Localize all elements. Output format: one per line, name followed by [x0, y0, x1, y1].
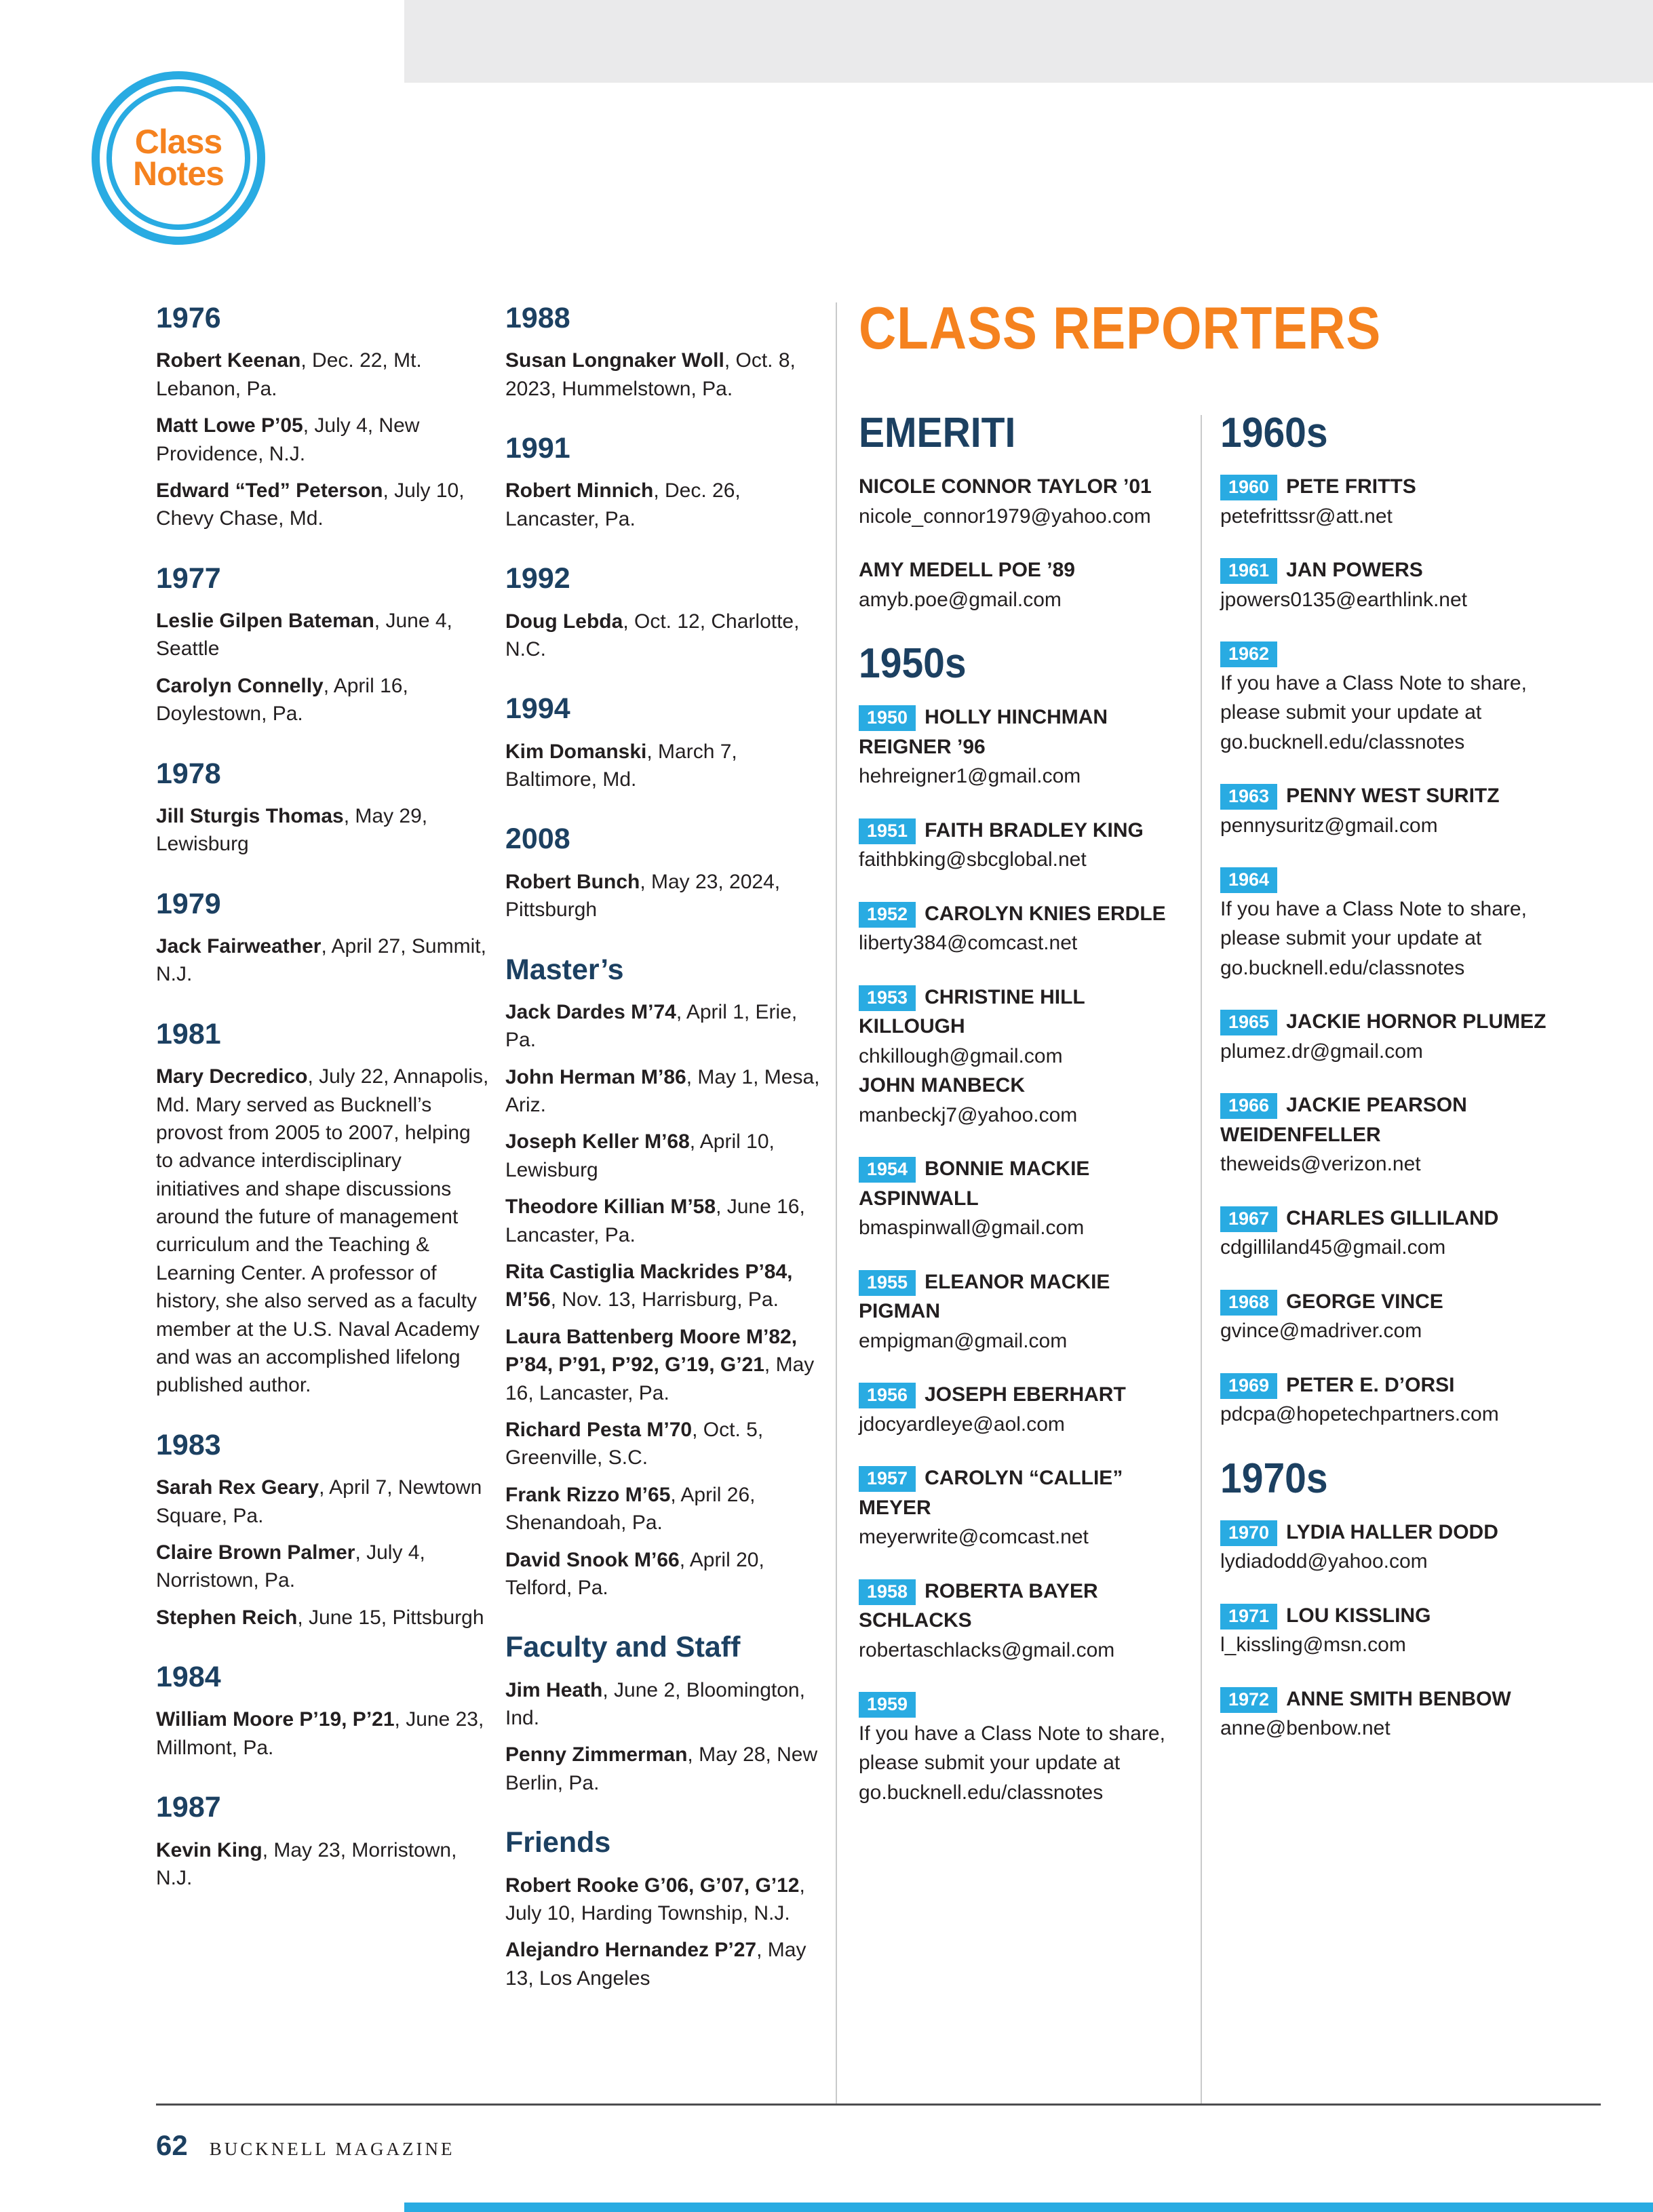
reporter-email: lydiadodd@yahoo.com: [1220, 1550, 1428, 1573]
obituaries-column-right: [505, 298, 830, 2001]
obituary-entry: [156, 607, 490, 663]
reporter-email: pdcpa@hopetechpartners.com: [1220, 1403, 1499, 1425]
class-year-heading: Faculty and Staff: [505, 1631, 741, 1664]
reporters-column-left: [859, 412, 1181, 1832]
obituary-entry: [505, 998, 830, 1054]
entry-details: , Oct. 12, Charlotte, N.C.: [505, 610, 800, 660]
reporter-name: CAROLYN KNIES ERDLE: [925, 902, 1166, 925]
reporter-entry: [1220, 1007, 1580, 1066]
class-year-badge: 1954: [859, 1157, 916, 1183]
person-name: Joseph Keller M’68: [505, 1130, 690, 1153]
class-reporters-section: [859, 294, 1588, 1804]
additional-reporters: [859, 1071, 1181, 1130]
reporter-entry: [1220, 1518, 1580, 1577]
reporter-entry: [1220, 639, 1580, 757]
obituary-entry: [156, 347, 490, 403]
obituary-entry: [505, 738, 830, 794]
reporter-group: [1220, 1455, 1580, 1743]
reporter-entry: [859, 816, 1181, 875]
reporter-heading-line: [1220, 781, 1580, 811]
class-year-heading: Master’s: [505, 953, 624, 986]
class-year-heading: 1992: [505, 562, 570, 595]
obituary-entry: [156, 802, 490, 858]
reporter-email: jdocyardleye@aol.com: [859, 1413, 1065, 1436]
reporter-heading-line: [859, 1689, 1181, 1719]
reporter-email: chkillough@gmail.com: [859, 1044, 1063, 1067]
reporter-entry: [859, 1577, 1181, 1665]
class-year-section: [156, 1425, 490, 1632]
class-reporters-title: CLASS REPORTERS: [859, 294, 1382, 361]
person-name: David Snook M’66: [505, 1548, 680, 1571]
reporter-email: amyb.poe@gmail.com: [859, 588, 1062, 611]
entry-details: , May 16, Lancaster, Pa.: [505, 1354, 815, 1404]
obituary-entry: [156, 1604, 490, 1632]
entry-details: , Oct. 5, Greenville, S.C.: [505, 1418, 764, 1469]
obituary-entry: [505, 1546, 830, 1602]
person-name: Matt Lowe P’05: [156, 414, 303, 437]
obituary-entry: [505, 347, 830, 403]
reporter-name: ROBERTA BAYER SCHLACKS: [859, 1579, 1098, 1632]
class-year-badge: 1972: [1220, 1687, 1277, 1713]
reporter-heading-line: [859, 1267, 1181, 1326]
page-footer: [156, 2129, 454, 2162]
vertical-divider-reporters: [1201, 415, 1202, 2104]
class-year-section: [156, 884, 490, 989]
entry-details: , June 2, Bloomington, Ind.: [505, 1678, 805, 1730]
class-year-badge: 1967: [1220, 1206, 1277, 1232]
reporter-email: cdgilliland45@gmail.com: [1220, 1236, 1446, 1259]
reporter-name: GEORGE VINCE: [1286, 1290, 1443, 1313]
entry-details: , Oct. 8, 2023, Hummelstown, Pa.: [505, 349, 796, 400]
reporter-heading-line: [859, 983, 1181, 1042]
entry-details: , April 26, Shenandoah, Pa.: [505, 1483, 756, 1535]
entry-list: [156, 347, 490, 532]
entry-details: , July 10, Chevy Chase, Md.: [156, 479, 465, 530]
logo-word-notes: Notes: [133, 155, 224, 193]
entry-details: , April 20, Telford, Pa.: [505, 1548, 764, 1599]
reporter-heading-line: [1220, 1601, 1580, 1631]
class-year-heading: 1984: [156, 1661, 221, 1694]
reporter-entry: [859, 472, 1181, 531]
person-name: Kim Domanski: [505, 740, 647, 763]
class-year-heading: 1977: [156, 561, 221, 595]
obituary-entry: [505, 608, 830, 664]
reporter-entry: [1220, 1287, 1580, 1346]
reporter-email: meyerwrite@comcast.net: [859, 1526, 1089, 1548]
entry-list: [156, 932, 490, 989]
reporter-heading-line: [1220, 1204, 1580, 1233]
reporter-name: NICOLE CONNOR TAYLOR ’01: [859, 475, 1152, 498]
class-year-heading: 1978: [156, 757, 221, 790]
entry-details: , July 4, Norristown, Pa.: [156, 1541, 425, 1592]
obituary-entry: [505, 1258, 830, 1314]
obituary-entry: [156, 412, 490, 468]
obituary-entry: [505, 477, 830, 533]
person-name: Edward “Ted” Peterson: [156, 479, 383, 502]
reporter-heading-line: [859, 555, 1181, 585]
reporter-email: plumez.dr@gmail.com: [1220, 1040, 1423, 1063]
reporter-name: AMY MEDELL POE ’89: [859, 559, 1075, 581]
class-year-badge: 1959: [859, 1692, 916, 1718]
class-year-badge: 1970: [1220, 1520, 1277, 1546]
person-name: Jack Dardes M’74: [505, 1000, 676, 1023]
reporter-entry-list: [859, 472, 1181, 614]
reporter-group-heading: EMERITI: [859, 410, 1016, 456]
class-year-section: [156, 1788, 490, 1892]
person-name: Rita Castiglia Mackrides P’84, M’56: [505, 1261, 793, 1311]
reporter-name: ELEANOR MACKIE PIGMAN: [859, 1270, 1110, 1322]
class-year-heading: Friends: [505, 1826, 611, 1859]
person-name: Leslie Gilpen Bateman: [156, 610, 374, 632]
class-note-submission-note: If you have a Class Note to share, please submit your update at go.bucknell.edu/classnotes: [1220, 897, 1527, 979]
class-year-badge: 1963: [1220, 784, 1277, 810]
reporter-entry: [1220, 1601, 1580, 1660]
person-name: Robert Rooke G’06, G’07, G’12: [505, 1874, 800, 1897]
obituary-entry: [156, 672, 490, 728]
reporter-email: theweids@verizon.net: [1220, 1153, 1421, 1175]
person-name: Richard Pesta M’70: [505, 1418, 693, 1441]
class-year-section: [156, 754, 490, 858]
person-name: Susan Longnaker Woll: [505, 349, 724, 372]
entry-list: [505, 1872, 830, 1993]
obituary-entry: [156, 1705, 490, 1762]
entry-details: , June 16, Lancaster, Pa.: [505, 1196, 805, 1246]
reporter-email: robertaschlacks@gmail.com: [859, 1638, 1115, 1661]
reporter-entry: [859, 555, 1181, 614]
class-year-heading: 1987: [156, 1791, 221, 1824]
reporter-heading-line: [1220, 472, 1580, 502]
person-name: Carolyn Connelly: [156, 674, 324, 697]
class-year-heading: 1994: [505, 692, 570, 726]
reporter-entry: [1220, 1370, 1580, 1429]
reporter-entry: [859, 899, 1181, 958]
reporter-entry-list: [859, 703, 1181, 1807]
person-name: Jill Sturgis Thomas: [156, 804, 344, 827]
entry-list: [156, 1474, 490, 1632]
person-name: Frank Rizzo M’65: [505, 1483, 671, 1506]
person-name: Robert Keenan: [156, 349, 301, 372]
class-year-section: [156, 298, 490, 533]
class-year-badge: 1952: [859, 902, 916, 928]
class-year-section: [505, 429, 830, 533]
reporter-heading-line: [859, 1154, 1181, 1213]
reporter-name: LYDIA HALLER DODD: [1286, 1520, 1498, 1543]
person-name: Stephen Reich: [156, 1606, 298, 1629]
reporter-heading-line: [1220, 1684, 1580, 1714]
person-name: William Moore P’19, P’21: [156, 1708, 395, 1731]
reporter-group-heading: 1960s: [1220, 410, 1328, 456]
reporter-group: [1220, 412, 1580, 1429]
class-year-badge: 1951: [859, 818, 916, 844]
magazine-name: BUCKNELL MAGAZINE: [209, 2139, 455, 2159]
reporter-heading-line: [1220, 555, 1580, 585]
entry-details: , June 23, Millmont, Pa.: [156, 1708, 484, 1759]
reporter-group-heading: 1950s: [859, 640, 967, 687]
entry-list: [156, 1836, 490, 1893]
class-year-section: [505, 689, 830, 793]
page-number: 62: [156, 2129, 188, 2161]
reporter-name: CHRISTINE HILL KILLOUGH: [859, 985, 1085, 1038]
reporter-name: HOLLY HINCHMAN REIGNER ’96: [859, 706, 1108, 758]
entry-details: , July 22, Annapolis, Md. Mary served as Bucknell’s provost from 2005 to 2007, helping to advance interdisciplinary initiatives and shape discussions around the future of management curriculum and the Teaching & Learning Center. A professor of history, she also served as a faculty member at the U.S. Naval Academy and was an accomplished lifelong published author.: [156, 1065, 489, 1397]
entry-list: [505, 477, 830, 533]
reporter-name: CAROLYN “CALLIE” MEYER: [859, 1467, 1123, 1519]
class-year-badge: 1965: [1220, 1010, 1277, 1035]
person-name: Jim Heath: [505, 1678, 603, 1701]
class-note-submission-note: If you have a Class Note to share, please submit your update at go.bucknell.edu/classnotes: [1220, 671, 1527, 753]
class-year-heading: 1983: [156, 1428, 221, 1461]
reporter-email: hehreigner1@gmail.com: [859, 765, 1081, 787]
entry-list: [505, 738, 830, 794]
reporter-email: jpowers0135@earthlink.net: [1220, 588, 1467, 611]
entry-list: [505, 347, 830, 403]
reporter-name: PETE FRITTS: [1286, 475, 1416, 498]
person-name: Robert Minnich: [505, 479, 654, 502]
class-year-badge: 1966: [1220, 1093, 1277, 1119]
class-year-badge: 1971: [1220, 1604, 1277, 1630]
reporter-entry-list: [1220, 1518, 1580, 1743]
reporter-name: JOSEPH EBERHART: [925, 1383, 1126, 1406]
class-year-heading: 1979: [156, 887, 221, 920]
reporter-entry: [1220, 472, 1580, 531]
class-year-badge: 1953: [859, 985, 916, 1011]
reporter-email: liberty384@comcast.net: [859, 932, 1078, 954]
obituary-entry: [505, 1481, 830, 1537]
reporter-entry: [1220, 555, 1580, 614]
reporter-heading-line: [859, 1380, 1181, 1410]
reporter-name: PETER E. D’ORSI: [1286, 1373, 1455, 1396]
person-name: Claire Brown Palmer: [156, 1541, 355, 1564]
reporter-email: l_kissling@msn.com: [1220, 1634, 1406, 1656]
reporter-entry: [859, 983, 1181, 1130]
entry-list: [156, 1063, 490, 1400]
class-year-badge: 1955: [859, 1270, 916, 1296]
obituary-entry: [505, 1063, 830, 1120]
class-year-section: [156, 1657, 490, 1762]
class-year-heading: 2008: [505, 823, 570, 856]
entry-list: [505, 1676, 830, 1798]
reporter-name: JACKIE PEARSON WEIDENFELLER: [1220, 1094, 1467, 1146]
entry-list: [505, 608, 830, 664]
person-name: Sarah Rex Geary: [156, 1476, 319, 1499]
person-name: Doug Lebda: [505, 610, 623, 633]
class-year-heading: 1981: [156, 1017, 221, 1050]
entry-details: , May 1, Mesa, Ariz.: [505, 1065, 820, 1117]
entry-details: , April 10, Lewisburg: [505, 1130, 775, 1181]
entry-details: , May 13, Los Angeles: [505, 1939, 806, 1990]
class-notes-logo: [92, 71, 265, 245]
person-name: Mary Decredico: [156, 1065, 308, 1088]
reporters-column-right: [1220, 412, 1580, 1768]
entry-details: , April 7, Newtown Square, Pa.: [156, 1476, 482, 1527]
logo-word-class: Class: [134, 123, 222, 161]
obituary-entry: [156, 1539, 490, 1595]
class-year-heading: 1976: [156, 302, 221, 334]
entry-details: , July 4, New Providence, N.J.: [156, 414, 420, 465]
reporter-entry: [1220, 1204, 1580, 1263]
entry-list: [156, 1705, 490, 1762]
reporter-name: PENNY WEST SURITZ: [1286, 785, 1500, 807]
reporter-heading-line: [1220, 1090, 1580, 1149]
reporter-email: empigman@gmail.com: [859, 1329, 1068, 1352]
logo-inner-ring: [106, 86, 250, 230]
class-year-badge: 1968: [1220, 1290, 1277, 1316]
reporter-entry: [859, 1154, 1181, 1243]
reporter-heading-line: [859, 1463, 1181, 1522]
obituary-entry: [156, 1063, 490, 1400]
reporter-entry: [859, 703, 1181, 791]
reporter-name: LOU KISSLING: [1286, 1604, 1431, 1627]
class-year-badge: 1958: [859, 1579, 916, 1605]
entry-details: , Nov. 13, Harrisburg, Pa.: [550, 1288, 779, 1311]
obituary-entry: [156, 477, 490, 533]
person-name: Alejandro Hernandez P’27: [505, 1939, 757, 1962]
person-name: Penny Zimmerman: [505, 1743, 688, 1766]
obituaries-column-left: [156, 298, 490, 1901]
reporter-heading-line: [859, 899, 1181, 929]
class-year-badge: 1962: [1220, 641, 1277, 667]
reporter-heading-line: [859, 816, 1181, 846]
class-year-badge: 1969: [1220, 1373, 1277, 1399]
reporter-email: gvince@madriver.com: [1220, 1320, 1422, 1342]
entry-details: , Dec. 26, Lancaster, Pa.: [505, 479, 741, 530]
person-name: Theodore Killian M’58: [505, 1196, 716, 1219]
class-year-section: [505, 1627, 830, 1797]
class-year-section: [505, 559, 830, 663]
class-year-badge: 1950: [859, 705, 916, 731]
entry-details: , June 4, Seattle: [156, 610, 452, 660]
class-year-section: [505, 819, 830, 924]
obituary-entry: [156, 1474, 490, 1530]
person-name: Kevin King: [156, 1838, 262, 1861]
vertical-divider-main: [836, 302, 837, 2104]
class-year-heading: 1988: [505, 302, 570, 334]
entry-details: , April 16, Doylestown, Pa.: [156, 674, 408, 726]
obituary-entry: [505, 1193, 830, 1249]
reporter-email: nicole_connor1979@yahoo.com: [859, 505, 1151, 528]
class-year-section: [505, 298, 830, 403]
reporter-email: pennysuritz@gmail.com: [1220, 814, 1438, 837]
reporter-entry: [859, 1267, 1181, 1356]
reporter-heading-line: [1220, 1287, 1580, 1317]
reporter-name: JAN POWERS: [1286, 559, 1423, 581]
class-year-badge: 1961: [1220, 558, 1277, 584]
class-year-badge: 1960: [1220, 475, 1277, 500]
reporter-heading-line: [1220, 639, 1580, 669]
entry-details: , July 10, Harding Township, N.J.: [505, 1874, 805, 1924]
entry-details: , May 28, New Berlin, Pa.: [505, 1743, 818, 1794]
class-year-section: [505, 950, 830, 1602]
reporter-heading-line: [859, 1577, 1181, 1636]
entry-list: [505, 998, 830, 1602]
entry-list: [156, 802, 490, 858]
reporter-entry: [1220, 1684, 1580, 1743]
entry-details: , May 23, 2024, Pittsburgh: [505, 870, 781, 922]
entry-details: , Dec. 22, Mt. Lebanon, Pa.: [156, 349, 422, 400]
obituary-entry: [505, 1323, 830, 1407]
obituary-entry: [156, 1836, 490, 1893]
reporter-entry-list: [1220, 472, 1580, 1429]
reporter-email: faithbking@sbcglobal.net: [859, 848, 1087, 871]
reporter-heading-line: [1220, 865, 1580, 894]
person-name: John Herman M’86: [505, 1065, 686, 1088]
reporter-group-heading: 1970s: [1220, 1455, 1328, 1502]
reporter-group: [859, 412, 1181, 614]
logo-text: [133, 123, 224, 193]
person-name: Robert Bunch: [505, 870, 640, 893]
reporter-email: anne@benbow.net: [1220, 1717, 1391, 1739]
reporter-heading-line: [1220, 1370, 1580, 1400]
obituary-entry: [505, 1128, 830, 1184]
reporter-name: ANNE SMITH BENBOW: [1286, 1687, 1511, 1710]
bottom-accent-bar: [404, 2203, 1653, 2212]
reporter-heading-line: [859, 703, 1181, 762]
entry-details: , April 1, Erie, Pa.: [505, 1000, 798, 1052]
obituary-entry: [505, 1741, 830, 1797]
entry-details: , June 15, Pittsburgh: [297, 1606, 484, 1629]
person-name: Jack Fairweather: [156, 935, 322, 957]
entry-details: , May 29, Lewisburg: [156, 804, 428, 856]
entry-list: [156, 607, 490, 728]
reporter-name: JACKIE HORNOR PLUMEZ: [1286, 1010, 1547, 1033]
reporter-entry: [859, 1689, 1181, 1807]
reporter-heading-line: [859, 472, 1181, 502]
obituary-entry: [505, 1936, 830, 1992]
class-year-heading: 1991: [505, 432, 570, 465]
class-year-section: [156, 559, 490, 728]
reporter-name: CHARLES GILLILAND: [1286, 1206, 1499, 1229]
top-banner: [404, 0, 1653, 83]
class-year-badge: 1956: [859, 1383, 916, 1408]
footer-rule: [156, 2104, 1601, 2106]
reporter-name: BONNIE MACKIE ASPINWALL: [859, 1158, 1090, 1210]
reporter-heading-line: [1220, 1518, 1580, 1547]
reporter-name: JOHN MANBECK: [859, 1074, 1026, 1097]
reporter-entry: [859, 1380, 1181, 1439]
class-year-section: [156, 1014, 490, 1400]
obituary-entry: [505, 1872, 830, 1928]
reporter-email: manbeckj7@yahoo.com: [859, 1103, 1078, 1126]
class-year-section: [505, 1823, 830, 1992]
entry-details: , April 27, Summit, N.J.: [156, 935, 486, 986]
obituary-entry: [505, 868, 830, 924]
reporter-entry: [1220, 781, 1580, 840]
reporter-email: petefrittssr@att.net: [1220, 505, 1393, 528]
entry-details: , May 23, Morristown, N.J.: [156, 1838, 457, 1889]
obituary-entry: [505, 1676, 830, 1733]
entry-list: [505, 868, 830, 924]
reporter-name: FAITH BRADLEY KING: [925, 818, 1144, 842]
reporter-entry: [1220, 1090, 1580, 1179]
reporter-email: bmaspinwall@gmail.com: [859, 1217, 1085, 1239]
class-note-submission-note: If you have a Class Note to share, please submit your update at go.bucknell.edu/classnotes: [859, 1722, 1165, 1804]
reporter-group: [859, 640, 1181, 1807]
reporter-entry: [1220, 865, 1580, 983]
obituary-entry: [505, 1416, 830, 1472]
class-year-badge: 1957: [859, 1466, 916, 1492]
obituary-entry: [156, 932, 490, 989]
entry-details: , March 7, Baltimore, Md.: [505, 740, 737, 791]
reporter-entry: [859, 1463, 1181, 1552]
reporter-heading-line: [1220, 1007, 1580, 1037]
class-year-badge: 1964: [1220, 867, 1277, 893]
person-name: Laura Battenberg Moore M’82, P’84, P’91, P’92, G’19, G’21: [505, 1325, 798, 1377]
